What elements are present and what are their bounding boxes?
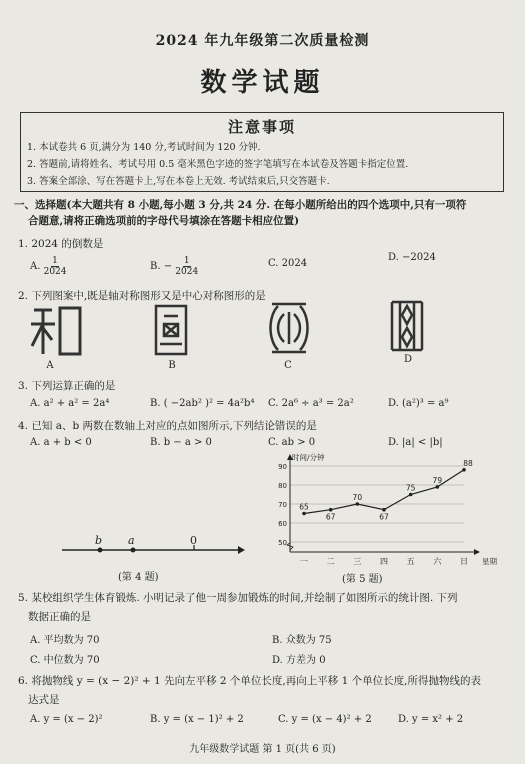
number-line-label-zero: 0 [190,534,197,547]
y-tick-label: 70 [278,501,287,509]
q5-option-b: B. 众数为 75 [272,635,332,646]
q2-label-c: C [284,360,292,371]
q5-stem-line-1: 5. 某校组织学生体育锻炼. 小明记录了他一周参加锻炼的时间,并绘制了如图所示的统计图. 下列 [18,592,458,604]
exam-title: 数学试题 [200,68,325,98]
q1-option-b [150,256,198,277]
x-tick-label: 三 [353,557,362,566]
q5-option-a: A. 平均数为 70 [30,635,100,646]
q1-option-a-label: A. [30,261,41,272]
x-axis-arrow [474,549,480,555]
q4-caption: (第 4 题) [118,572,159,583]
data-point [436,485,440,489]
q1-option-a-fraction [44,256,67,277]
data-point [302,512,306,516]
y-tick-label: 60 [278,520,287,528]
q3-option-a: A. a² + a² = 2a⁴ [30,398,110,409]
number-line-label-a: a [128,534,135,547]
number-line-arrow [238,546,245,554]
q1-option-b-label: B. − [150,261,173,272]
data-label: 65 [299,502,309,512]
q1-option-a-denominator: 2024 [43,267,67,277]
number-line-point-a [131,548,136,553]
q4-option-a: A. a + b < 0 [30,437,92,448]
q6-option-b: B. y = (x − 1)² + 2 [150,714,244,725]
data-point [382,508,386,512]
q6-stem-line-1: 6. 将抛物线 y = (x − 2)² + 1 先向左平移 2 个单位长度,再向上平移 1 个单位长度,所得抛物线的表 [18,675,481,687]
notice-line-2: 2. 答题前,请将姓名、考试号用 0.5 毫米黑色字迹的签字笔填写在本试卷及答题卡指定位置. [27,159,409,170]
number-line-label-b: b [95,534,103,547]
notice-title: 注意事项 [227,118,296,136]
q3-option-c: C. 2a⁶ ÷ a³ = 2a² [268,398,354,409]
number-line-point-b [98,548,103,553]
q3-option-b: B. ( −2ab² )² = 4a²b⁴ [150,398,255,409]
q1-option-d: D. −2024 [388,252,436,263]
page-footer: 九年级数学试题 第 1 页(共 6 页) [189,744,336,755]
q5-caption: (第 5 题) [342,574,383,585]
data-point [409,493,413,497]
y-tick-label: 90 [278,463,287,471]
q2-figure-b [152,302,192,360]
x-tick-label: 四 [380,557,388,566]
q1-stem: 1. 2024 的倒数是 [18,238,104,250]
exam-header: 2024 年九年级第二次质量检测 [155,33,370,49]
data-label: 88 [463,458,473,468]
q2-label-a: A [46,360,54,371]
x-tick-label: 一 [300,557,308,566]
x-tick-label: 六 [433,557,442,566]
q6-stem-line-2: 达式是 [28,694,60,706]
notice-line-1: 1. 本试卷共 6 页,满分为 140 分,考试时间为 120 分钟. [27,142,261,153]
q4-option-c: C. ab > 0 [268,437,316,448]
data-label: 67 [325,512,336,522]
q1-option-a [30,256,67,277]
q4-option-d: D. |a| < |b| [388,437,443,448]
y-tick-label: 80 [278,482,287,490]
notice-box [20,112,504,192]
y-tick-label: 50 [278,539,287,547]
q1-option-b-fraction [175,256,198,277]
section-instruction-1: 一、选择题(本大题共有 8 小题,每小题 3 分,共 24 分. 在每小题所给出的四个选项中,只有一项符 [14,199,467,211]
notice-line-3: 3. 答案全部涂、写在答题卡上,写在本卷上无效. 考试结束后,只交答题卡. [27,176,330,187]
q2-figure-d [386,298,428,356]
q2-figure-c [266,300,312,358]
q1-option-a-numerator: 1 [52,256,58,266]
section-instruction-2: 合题意,请将正确选项前的字母代号填涂在答题卡相应位置) [28,215,300,227]
q3-stem: 3. 下列运算正确的是 [18,380,116,392]
q5-stem-line-2: 数据正确的是 [28,611,91,623]
q4-option-b: B. b − a > 0 [150,437,212,448]
data-point [329,508,333,512]
q2-label-d: D [403,354,413,365]
q4-number-line [60,542,245,568]
y-axis-label: 时间/分钟 [292,453,325,462]
x-axis-label: 星期 [482,557,497,566]
data-label: 67 [379,512,389,522]
q1-option-b-numerator: 1 [183,256,190,266]
q5-option-d: D. 方差为 0 [272,655,326,666]
x-tick-label: 二 [326,557,335,566]
q5-line-chart [268,452,498,568]
data-label: 75 [405,483,416,493]
data-point [462,468,466,472]
x-tick-label: 日 [460,557,468,566]
q6-option-a: A. y = (x − 2)² [30,714,103,725]
q2-figure-a [28,302,88,360]
q2-stem: 2. 下列图案中,既是轴对称图形又是中心对称图形的是 [18,290,266,302]
x-tick-label: 五 [406,557,415,566]
q2-label-b: B [168,360,176,371]
q5-option-c: C. 中位数为 70 [30,655,100,666]
q4-stem: 4. 已知 a、b 两数在数轴上对应的点如图所示,下列结论错误的是 [18,420,317,432]
q1-option-b-denominator: 2024 [175,267,199,277]
data-label: 79 [432,475,443,485]
data-label: 70 [352,493,363,502]
q6-option-c: C. y = (x − 4)² + 2 [278,714,372,725]
q3-option-d: D. (a²)³ = a⁹ [388,398,449,409]
q1-option-c: C. 2024 [268,258,308,269]
data-point [356,502,360,506]
q6-option-d: D. y = x² + 2 [398,714,464,725]
